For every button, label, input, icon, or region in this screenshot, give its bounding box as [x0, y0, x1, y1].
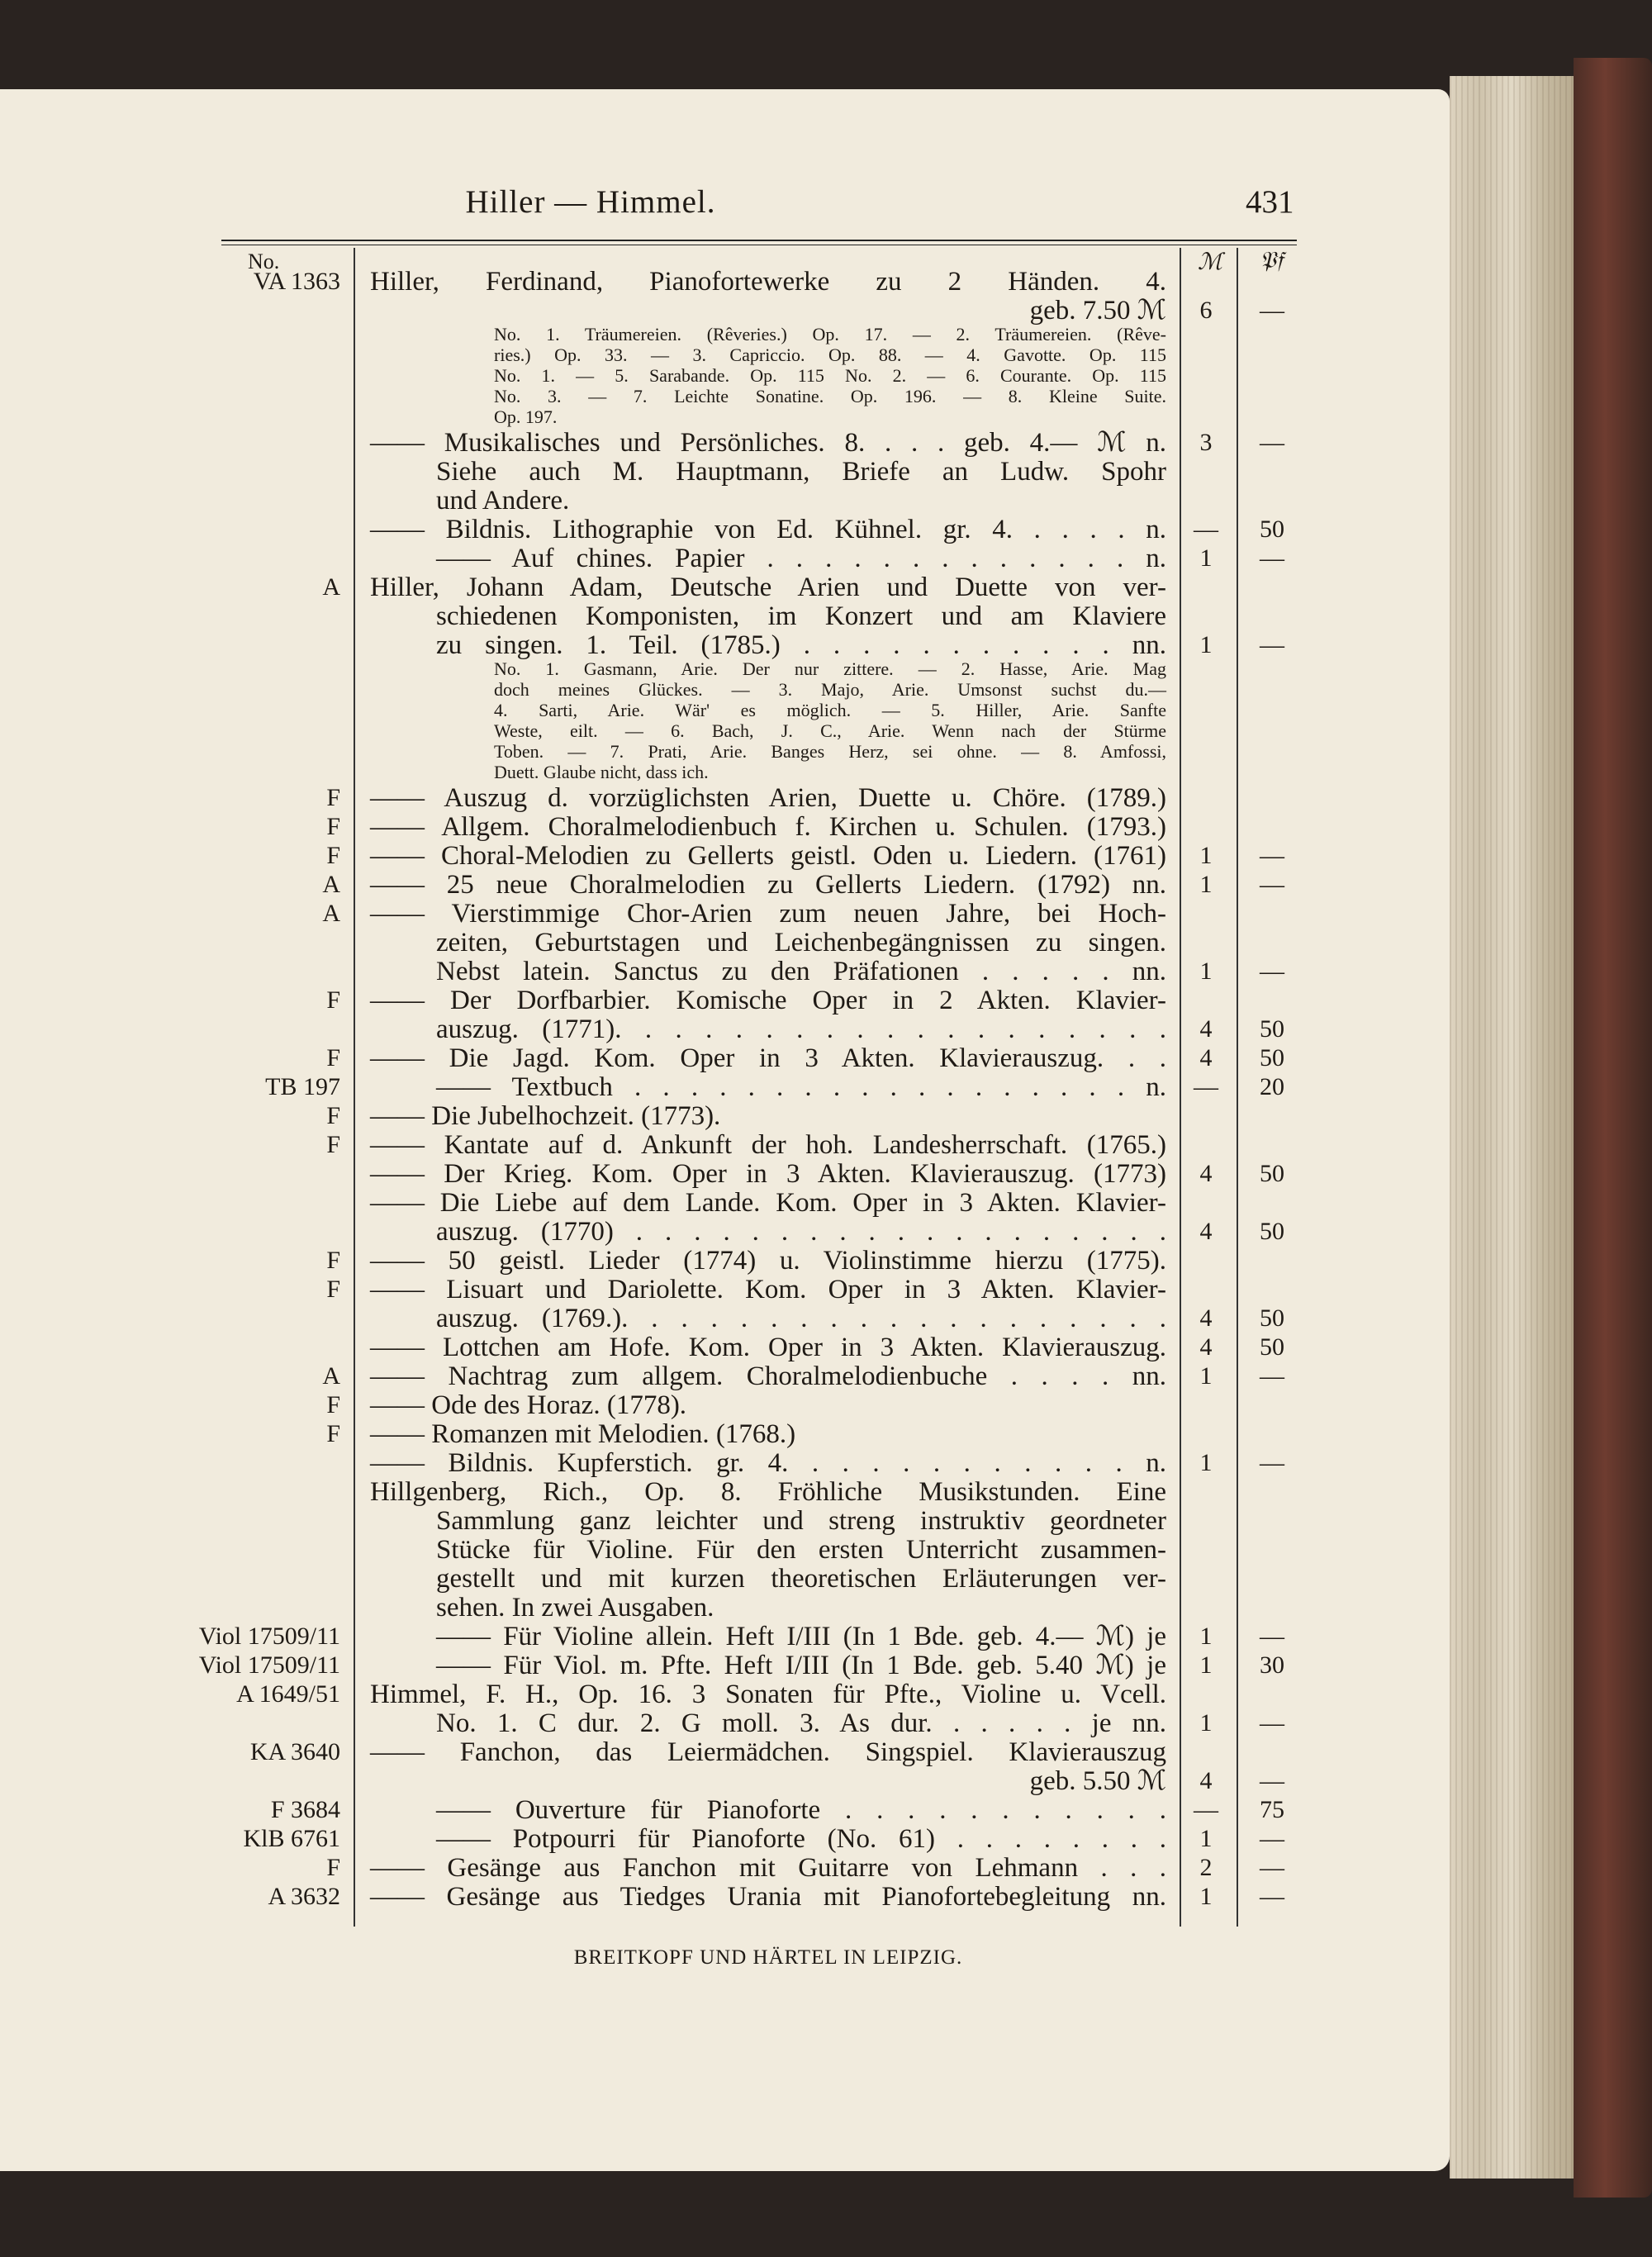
- price-pfennig: —: [1260, 1709, 1284, 1737]
- price-pfennig: —: [1260, 631, 1284, 658]
- catalogue-row: [0, 1014, 1305, 1045]
- catalogue-row: [0, 1100, 1305, 1132]
- catalogue-row: [0, 658, 1305, 680]
- catalogue-row: [0, 1332, 1305, 1363]
- entry-text: ries.) Op. 33. — 3. Capriccio. Op. 88. — 4. Gavotte. Op. 115: [494, 344, 1166, 365]
- header-rule: [221, 240, 1297, 241]
- price-mark: 2: [1199, 1854, 1213, 1881]
- entry-text: —— Choral-Melodien zu Gellerts geistl. Oden u. Liedern. (1761): [370, 841, 1166, 871]
- entry-text: No. 1. Träumereien. (Rêveries.) Op. 17. — 2. Träumereien. (Rêve-: [494, 324, 1166, 344]
- price-mark: 4: [1199, 1218, 1213, 1245]
- price-mark: 4: [1199, 1160, 1213, 1187]
- catalogue-row: [0, 1216, 1305, 1247]
- price-pfennig: —: [1260, 842, 1284, 869]
- catalogue-row: [0, 869, 1305, 900]
- entry-text: Nebst latein. Sanctus zu den Präfationen . . . . . nn.: [436, 957, 1166, 986]
- entry-text: —— Die Jubelhochzeit. (1773).: [370, 1101, 721, 1131]
- price-pfennig: —: [1260, 1883, 1284, 1910]
- column-header-mark: ℳ: [1198, 249, 1222, 275]
- catalogue-row: [0, 1361, 1305, 1392]
- entry-text: —— Auf chines. Papier . . . . . . . . . . . . . n.: [436, 544, 1166, 573]
- entry-text: —— Gesänge aus Fanchon mit Guitarre von Lehmann . . .: [370, 1853, 1166, 1883]
- entry-text: auszug. (1769.). . . . . . . . . . . . . . . . . . .: [436, 1304, 1166, 1333]
- entry-text: —— Lottchen am Hofe. Kom. Oper in 3 Akten. Klavierauszug.: [370, 1333, 1166, 1362]
- price-mark: 1: [1199, 1362, 1213, 1390]
- entry-text: —— Auszug d. vorzüglichsten Arien, Duette u. Chöre. (1789.): [370, 783, 1166, 813]
- entry-text: —— Allgem. Choralmelodienbuch f. Kirchen u. Schulen. (1793.): [370, 812, 1166, 842]
- catalogue-row: [0, 485, 1305, 516]
- catalogue-row: [0, 572, 1305, 603]
- entry-text: und Andere.: [436, 486, 570, 516]
- entry-text: zu singen. 1. Teil. (1785.) . . . . . . . . . . . nn.: [436, 630, 1166, 660]
- catalogue-row: [0, 1737, 1305, 1768]
- price-pfennig: —: [1260, 1825, 1284, 1852]
- catalogue-row: [0, 1765, 1305, 1797]
- entry-text: Weste, eilt. — 6. Bach, J. C., Arie. Wenn nach der Stürme: [494, 720, 1166, 741]
- catalogue-row: [0, 898, 1305, 929]
- price-mark: 4: [1199, 1767, 1213, 1794]
- price-pfennig: 75: [1260, 1796, 1284, 1823]
- column-header-pf: 𝔓𝔣: [1260, 248, 1284, 273]
- page-header: Hiller — Himmel.: [465, 184, 716, 220]
- entry-text: Toben. — 7. Prati, Arie. Banges Herz, sei ohne. — 8. Amfossi,: [494, 741, 1166, 762]
- catalogue-row: [0, 514, 1305, 545]
- catalogue-number: F 3684: [270, 1796, 340, 1823]
- column-header-no: No.: [248, 249, 280, 273]
- catalogue-number: TB 197: [265, 1073, 340, 1100]
- catalogue-row: [0, 344, 1305, 366]
- catalogue-row: [0, 324, 1305, 345]
- price-mark: —: [1194, 516, 1218, 543]
- price-mark: 1: [1199, 842, 1213, 869]
- entry-text: —— 25 neue Choralmelodien zu Gellerts Liedern. (1792) nn.: [370, 870, 1166, 900]
- price-mark: 1: [1199, 631, 1213, 658]
- price-pfennig: —: [1260, 1449, 1284, 1476]
- catalogue-row: [0, 1245, 1305, 1276]
- entry-text: gestellt und mit kurzen theoretischen Erläuterungen ver-: [436, 1564, 1166, 1594]
- price-mark: —: [1194, 1796, 1218, 1823]
- catalogue-row: [0, 386, 1305, 407]
- entry-text: —— Für Violine allein. Heft I/III (In 1 Bde. geb. 4.— ℳ) je: [436, 1622, 1166, 1651]
- catalogue-number: KA 3640: [249, 1738, 340, 1765]
- price-mark: 3: [1199, 429, 1213, 456]
- entry-text: —— Potpourri für Pianoforte (No. 61) . . . . . . . .: [436, 1824, 1166, 1854]
- price-pfennig: —: [1260, 1767, 1284, 1794]
- entry-text: —— Musikalisches und Persönliches. 8. . . . geb. 4.— ℳ n.: [370, 428, 1166, 458]
- entry-text: —— Kantate auf d. Ankunft der hoh. Landesherrschaft. (1765.): [370, 1130, 1166, 1160]
- entry-text: Sammlung ganz leichter und streng instruktiv geordneter: [436, 1506, 1166, 1536]
- catalogue-number: F: [326, 1102, 340, 1129]
- entry-text: Hiller, Johann Adam, Deutsche Arien und Duette von ver-: [370, 573, 1166, 602]
- catalogue-row: [0, 1852, 1305, 1884]
- entry-text: auszug. (1770) . . . . . . . . . . . . . . . . . . .: [436, 1217, 1166, 1247]
- price-mark: 1: [1199, 1709, 1213, 1737]
- entry-text: —— 50 geistl. Lieder (1774) u. Violinstimme hierzu (1775).: [370, 1246, 1166, 1276]
- price-mark: 6: [1199, 297, 1213, 324]
- catalogue-number: A: [322, 1362, 340, 1390]
- catalogue-row: [0, 985, 1305, 1016]
- book-cover: [1574, 58, 1652, 2198]
- catalogue-number: F: [326, 1276, 340, 1303]
- catalogue-row: [0, 266, 1305, 297]
- catalogue-row: [0, 406, 1305, 428]
- catalogue-number: F: [326, 813, 340, 840]
- catalogue-row: [0, 782, 1305, 814]
- price-pfennig: —: [1260, 297, 1284, 324]
- price-mark: 1: [1199, 1623, 1213, 1650]
- page-edges: [1450, 76, 1574, 2179]
- price-pfennig: 50: [1260, 1160, 1284, 1187]
- catalogue-number: VA 1363: [253, 268, 340, 295]
- price-pfennig: 50: [1260, 1218, 1284, 1245]
- price-pfennig: —: [1260, 544, 1284, 572]
- price-mark: 4: [1199, 1333, 1213, 1361]
- entry-text: —— Romanzen mit Melodien. (1768.): [370, 1419, 796, 1449]
- price-pfennig: 50: [1260, 516, 1284, 543]
- price-pfennig: 50: [1260, 1333, 1284, 1361]
- entry-text: geb. 7.50 ℳ: [1029, 296, 1166, 325]
- catalogue-number: F: [326, 1391, 340, 1418]
- price-mark: 4: [1199, 1015, 1213, 1043]
- entry-text: No. 1. Gasmann, Arie. Der nur zittere. — 2. Hasse, Arie. Mag: [494, 658, 1166, 679]
- entry-text: —— Die Jagd. Kom. Oper in 3 Akten. Klavierauszug. . .: [370, 1043, 1166, 1073]
- catalogue-row: [0, 1043, 1305, 1074]
- catalogue-row: [0, 1708, 1305, 1739]
- catalogue-row: [0, 1563, 1305, 1594]
- price-mark: 1: [1199, 1825, 1213, 1852]
- page-number: 431: [1246, 184, 1294, 220]
- entry-text: No. 1. C dur. 2. G moll. 3. As dur. . . . . . je nn.: [436, 1708, 1166, 1738]
- catalogue-row: [0, 927, 1305, 958]
- entry-text: —— Vierstimmige Chor-Arien zum neuen Jahre, bei Hoch-: [370, 899, 1166, 929]
- catalogue-row: [0, 679, 1305, 701]
- entry-text: Op. 197.: [494, 406, 558, 427]
- catalogue-number: F: [326, 842, 340, 869]
- entry-text: —— Der Dorfbarbier. Komische Oper in 2 Akten. Klavier-: [370, 986, 1166, 1015]
- catalogue-row: [0, 1274, 1305, 1305]
- catalogue-row: [0, 1187, 1305, 1219]
- catalogue-row: [0, 1418, 1305, 1450]
- entry-text: Stücke für Violine. Für den ersten Unterricht zusammen-: [436, 1535, 1166, 1565]
- catalogue-row: [0, 427, 1305, 459]
- catalogue-row: [0, 543, 1305, 574]
- entry-text: —— Nachtrag zum allgem. Choralmelodienbuche . . . . nn.: [370, 1361, 1166, 1391]
- catalogue-number: Viol 17509/11: [198, 1623, 340, 1650]
- catalogue-row: [0, 1679, 1305, 1710]
- price-pfennig: —: [1260, 1623, 1284, 1650]
- entry-text: —— Für Viol. m. Pfte. Heft I/III (In 1 Bde. geb. 5.40 ℳ) je: [436, 1651, 1166, 1680]
- price-pfennig: 30: [1260, 1651, 1284, 1679]
- catalogue-number: A: [322, 573, 340, 601]
- entry-text: Hillgenberg, Rich., Op. 8. Fröhliche Musikstunden. Eine: [370, 1477, 1166, 1507]
- price-mark: 4: [1199, 1044, 1213, 1071]
- price-pfennig: 50: [1260, 1044, 1284, 1071]
- catalogue-number: F: [326, 1420, 340, 1447]
- price-mark: 1: [1199, 871, 1213, 898]
- catalogue-row: [0, 762, 1305, 783]
- price-pfennig: —: [1260, 1854, 1284, 1881]
- entry-text: zeiten, Geburtstagen und Leichenbegängnissen zu singen.: [436, 928, 1166, 957]
- catalogue-row: [0, 956, 1305, 987]
- catalogue-row: [0, 1794, 1305, 1826]
- catalogue-number: A 3632: [268, 1883, 340, 1910]
- catalogue-number: A 1649/51: [236, 1680, 340, 1708]
- catalogue-number: F: [326, 1247, 340, 1274]
- price-mark: 1: [1199, 1651, 1213, 1679]
- catalogue-row: [0, 365, 1305, 387]
- price-mark: 1: [1199, 544, 1213, 572]
- catalogue-row: [0, 601, 1305, 632]
- entry-text: Himmel, F. H., Op. 16. 3 Sonaten für Pfte., Violine u. Vcell.: [370, 1680, 1166, 1709]
- entry-text: —— Bildnis. Lithographie von Ed. Kühnel. gr. 4. . . . . n.: [370, 515, 1166, 544]
- entry-text: sehen. In zwei Ausgaben.: [436, 1593, 714, 1623]
- catalogue-row: [0, 1592, 1305, 1623]
- catalogue-row: [0, 1505, 1305, 1537]
- entry-text: doch meines Glückes. — 3. Majo, Arie. Umsonst suchst du.—: [494, 679, 1166, 700]
- price-pfennig: —: [1260, 429, 1284, 456]
- catalogue-row: [0, 1650, 1305, 1681]
- entry-text: —— Gesänge aus Tiedges Urania mit Pianofortebegleitung nn.: [370, 1882, 1166, 1912]
- publisher-footer: BREITKOPF UND HÄRTEL IN LEIPZIG.: [573, 1946, 963, 1969]
- entry-text: —— Ouverture für Pianoforte . . . . . . . . . . .: [436, 1795, 1166, 1825]
- price-pfennig: —: [1260, 871, 1284, 898]
- price-pfennig: 20: [1260, 1073, 1284, 1100]
- catalogue-row: [0, 1881, 1305, 1913]
- catalogue-row: [0, 1390, 1305, 1421]
- catalogue-row: [0, 1621, 1305, 1652]
- catalogue-number: A: [322, 900, 340, 927]
- catalogue-row: [0, 811, 1305, 843]
- price-pfennig: 50: [1260, 1304, 1284, 1332]
- price-mark: 1: [1199, 957, 1213, 985]
- entry-text: —— Bildnis. Kupferstich. gr. 4. . . . . . . . . . . . n.: [370, 1448, 1166, 1478]
- catalogue-row: [0, 1303, 1305, 1334]
- catalogue-row: [0, 1129, 1305, 1161]
- entry-text: —— Der Krieg. Kom. Oper in 3 Akten. Klavierauszug. (1773): [370, 1159, 1166, 1189]
- price-mark: —: [1194, 1073, 1218, 1100]
- catalogue-row: [0, 456, 1305, 487]
- catalogue-row: [0, 1158, 1305, 1190]
- entry-text: No. 1. — 5. Sarabande. Op. 115 No. 2. — 6. Courante. Op. 115: [494, 365, 1166, 386]
- catalogue-row: [0, 1823, 1305, 1855]
- entry-text: geb. 5.50 ℳ: [1029, 1766, 1166, 1796]
- entry-text: schiedenen Komponisten, im Konzert und am Klaviere: [436, 601, 1166, 631]
- entry-text: Hiller, Ferdinand, Pianofortewerke zu 2 Händen. 4.: [370, 267, 1166, 297]
- price-mark: 1: [1199, 1449, 1213, 1476]
- entry-text: —— Lisuart und Dariolette. Kom. Oper in 3 Akten. Klavier-: [370, 1275, 1166, 1304]
- price-pfennig: 50: [1260, 1015, 1284, 1043]
- catalogue-row: [0, 1071, 1305, 1103]
- entry-text: Siehe auch M. Hauptmann, Briefe an Ludw. Spohr: [436, 457, 1166, 487]
- entry-text: —— Die Liebe auf dem Lande. Kom. Oper in 3 Akten. Klavier-: [370, 1188, 1166, 1218]
- catalogue-row: [0, 840, 1305, 872]
- catalogue-row: [0, 630, 1305, 661]
- price-mark: 4: [1199, 1304, 1213, 1332]
- catalogue-row: [0, 295, 1305, 326]
- catalogue-row: [0, 1476, 1305, 1508]
- catalogue-row: [0, 741, 1305, 763]
- price-pfennig: —: [1260, 1362, 1284, 1390]
- catalogue-row: [0, 1534, 1305, 1566]
- entry-text: Duett. Glaube nicht, dass ich.: [494, 762, 709, 782]
- entry-text: —— Fanchon, das Leiermädchen. Singspiel. Klavierauszug: [370, 1737, 1166, 1767]
- entry-text: No. 3. — 7. Leichte Sonatine. Op. 196. — 8. Kleine Suite.: [494, 386, 1166, 406]
- price-pfennig: —: [1260, 957, 1284, 985]
- catalogue-number: F: [326, 1044, 340, 1071]
- catalogue-number: KlB 6761: [243, 1825, 340, 1852]
- catalogue-number: A: [322, 871, 340, 898]
- price-mark: 1: [1199, 1883, 1213, 1910]
- entry-text: —— Ode des Horaz. (1778).: [370, 1390, 687, 1420]
- catalogue-number: F: [326, 1131, 340, 1158]
- catalogue-row: [0, 720, 1305, 742]
- catalogue-number: F: [326, 1854, 340, 1881]
- catalogue-row: [0, 700, 1305, 721]
- entry-text: 4. Sarti, Arie. Wär' es möglich. — 5. Hiller, Arie. Sanfte: [494, 700, 1166, 720]
- catalogue-number: Viol 17509/11: [198, 1651, 340, 1679]
- entry-text: auszug. (1771). . . . . . . . . . . . . . . . . . .: [436, 1014, 1166, 1044]
- entry-text: —— Textbuch . . . . . . . . . . . . . . . . . . n.: [436, 1072, 1166, 1102]
- catalogue-number: F: [326, 986, 340, 1014]
- catalogue-number: F: [326, 784, 340, 811]
- catalogue-row: [0, 1447, 1305, 1479]
